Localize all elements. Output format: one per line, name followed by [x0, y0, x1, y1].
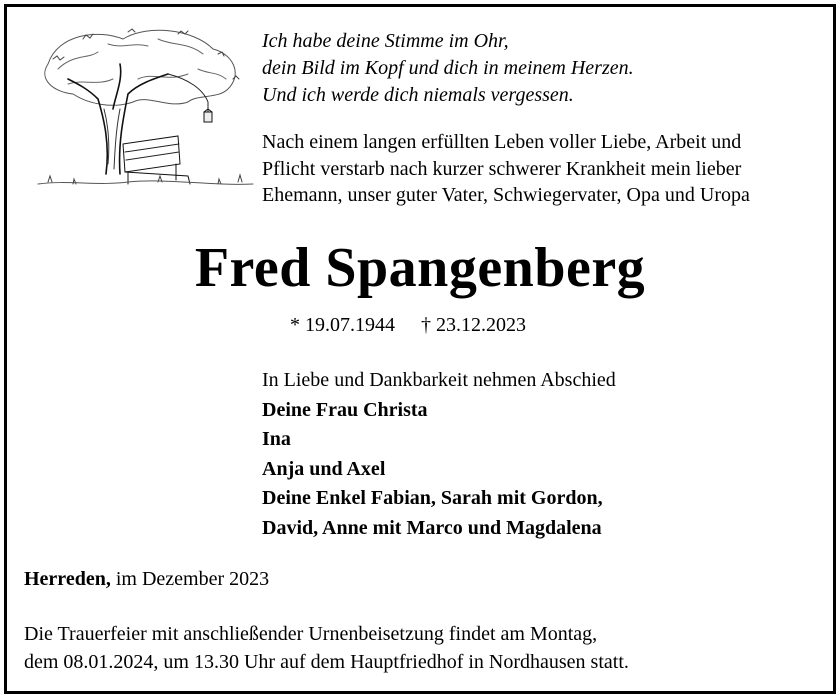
birth-date: * 19.07.1944	[290, 314, 395, 336]
place-month: im Dezember 2023	[110, 568, 270, 590]
death-date: † 23.12.2023	[421, 314, 526, 336]
poem	[262, 28, 634, 109]
mourner-name: Ina	[262, 428, 291, 450]
deceased-name: Fred Spangenberg	[194, 237, 646, 299]
notice-line: dem 08.01.2024, um 13.30 Uhr auf dem Hauptfriedhof in Nordhausen statt.	[24, 651, 629, 673]
place-town: Herreden,	[24, 568, 111, 590]
place-date	[24, 566, 269, 592]
mourner-name: Anja und Axel	[262, 457, 386, 480]
funeral-notice	[24, 620, 629, 676]
mourner-name: David, Anne mit Marco und Magdalena	[262, 516, 602, 539]
poem-line: dein Bild im Kopf und dich in meinem Herzen.	[262, 57, 634, 79]
mourner-name: Deine Enkel Fabian, Sarah mit Gordon,	[262, 487, 603, 509]
mourners-list	[262, 366, 616, 543]
poem-line: Und ich werde dich niemals vergessen.	[262, 84, 574, 106]
tree-bench-illustration	[28, 24, 256, 200]
intro-line: Nach einem langen erfüllten Leben voller Liebe, Arbeit und	[262, 131, 742, 153]
intro-line: Pflicht verstarb nach kurzer schwerer Krankheit mein lieber	[262, 157, 742, 180]
intro-text	[262, 129, 750, 209]
mourner-name: Deine Frau Christa	[262, 398, 428, 421]
notice-line: Die Trauerfeier mit anschließender Urnenbeisetzung findet am Montag,	[24, 623, 598, 645]
life-dates	[290, 312, 526, 338]
mourners-intro: In Liebe und Dankbarkeit nehmen Abschied	[262, 369, 616, 391]
intro-line: Ehemann, unser guter Vater, Schwiegervater, Opa und Uropa	[262, 184, 750, 206]
poem-line: Ich habe deine Stimme im Ohr,	[262, 30, 509, 52]
